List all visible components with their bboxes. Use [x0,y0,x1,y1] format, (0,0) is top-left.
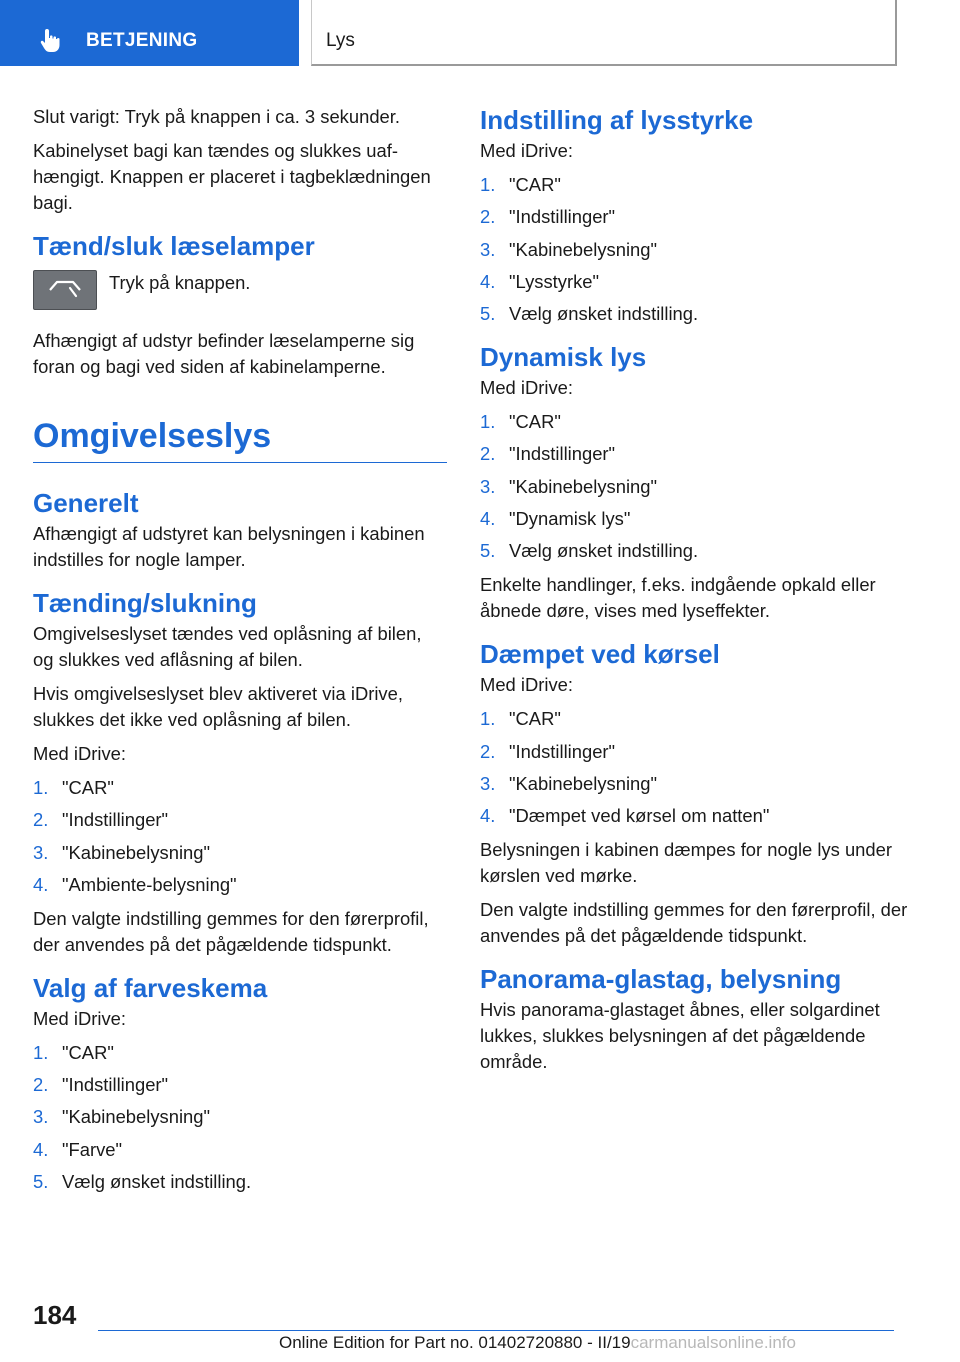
list-item: 1. "CAR" [480,411,561,433]
heading-dimmed-driving: Dæmpet ved kørsel [480,639,720,670]
heading-color-scheme: Valg af farveskema [33,972,268,1003]
list-item: 2. "Indstillinger" [480,443,616,465]
list-item: 4. "Dæmpet ved kørsel om natten" [480,805,770,827]
steps-list [480,172,912,327]
list-item: 3. "Kabinebelysning" [33,841,211,863]
list-item: 4. "Lysstyrke" [480,270,600,292]
list-item: 3. "Kabinebelysning" [33,1106,211,1128]
heading-brightness: Indstilling af lysstyrke [480,105,754,135]
paragraph: Hvis panorama-glastaget åbnes, eller solgardinet lukkes, slukkes belysningen af det pågældende område. [480,999,880,1073]
hand-pointer-icon [38,27,64,53]
footer-edition [279,1333,796,1353]
page-number: 184 [33,1300,77,1330]
list-item: 1. "CAR" [33,1041,114,1063]
paragraph: Med iDrive: [480,674,573,696]
list-item: 3. "Kabinebelysning" [480,238,658,260]
steps-list [33,775,447,898]
button-instruction [33,270,447,310]
paragraph: Slut varigt: Tryk på knappen i ca. 3 sekunder. [33,106,400,127]
chapter-tab[interactable] [311,0,897,66]
watermark[interactable]: carmanualsonline.info [630,1333,796,1352]
paragraph: Med iDrive: [480,140,573,161]
heading-reading-lamps: Tænd/sluk læselamper [33,231,315,261]
list-item: 5. Vælg ønsket indstilling. [33,1171,252,1193]
right-column [480,104,912,1083]
heading-panorama-roof: Panorama-glastag, belysning [480,964,842,995]
list-item: 4. "Ambiente-belysning" [33,873,237,895]
paragraph: Med iDrive: [33,743,126,764]
list-item: 1. "CAR" [480,174,561,195]
heading-ambient-light: Omgivelseslys [33,414,447,463]
chapter-label: Lys [326,30,355,51]
list-item: 2. "Indstillinger" [33,809,169,831]
paragraph: Kabinelyset bagi kan tændes og slukkes uafhængigt. Knappen er placeret i tagbeklædningen bagi. [33,140,431,213]
list-item: 1. "CAR" [33,777,114,798]
paragraph: Med iDrive: [33,1007,126,1029]
steps-list [33,1040,447,1195]
paragraph: Afhængigt af udstyret kan belysningen i kabinen indstilles for nogle lamper. [33,523,425,570]
reading-lamp-button-icon [33,270,97,310]
paragraph: Den valgte indstilling gemmes for den førerprofil, der anvendes på det pågældende tidspunkt. [33,907,429,955]
heading-dynamic-light: Dynamisk lys [480,342,647,373]
list-item: 5. Vælg ønsket indstilling. [480,303,699,325]
heading-on-off: Tænding/slukning [33,588,257,618]
edition-text: Online Edition for Part no. 01402720880 - II/19 [279,1333,631,1352]
list-item: 5. Vælg ønsket indstilling. [480,540,699,562]
footer-divider [98,1330,894,1331]
list-item: 3. "Kabinebelysning" [480,475,658,497]
section-label: BETJENING [86,30,198,51]
list-item: 2. "Indstillinger" [480,740,616,762]
list-item: 2. "Indstillinger" [480,206,616,228]
paragraph: Belysningen i kabinen dæmpes for nogle lys under kørslen ved mørke. [480,839,892,887]
list-item: 2. "Indstillinger" [33,1074,169,1096]
paragraph: Enkelte handlinger, f.eks. indgående opkald eller åbnede døre, vises med lyseffekter. [480,574,876,622]
list-item: 4. "Dynamisk lys" [480,508,631,530]
heading-general: Generelt [33,488,139,518]
steps-list [480,409,912,564]
left-column [33,104,447,1203]
list-item: 3. "Kabinebelysning" [480,772,658,794]
list-item: 1. "CAR" [480,708,561,730]
paragraph: Den valgte indstilling gemmes for den førerprofil, der anvendes på det pågældende tidspunkt. [480,899,908,947]
paragraph: Hvis omgivelseslyset blev aktiveret via iDrive, slukkes det ikke ved oplåsning af bilen. [33,683,403,730]
paragraph: Omgivelseslyset tændes ved oplåsning af bilen, og slukkes ved aflåsning af bilen. [33,623,422,670]
button-caption: Tryk på knappen. [109,272,251,293]
paragraph: Med iDrive: [480,377,573,399]
section-tab[interactable] [0,0,299,66]
steps-list [480,706,912,829]
list-item: 4. "Farve" [33,1138,123,1160]
paragraph: Afhængigt af udstyr befinder læselamperne sig foran og bagi ved siden af kabinelamperne. [33,330,415,377]
